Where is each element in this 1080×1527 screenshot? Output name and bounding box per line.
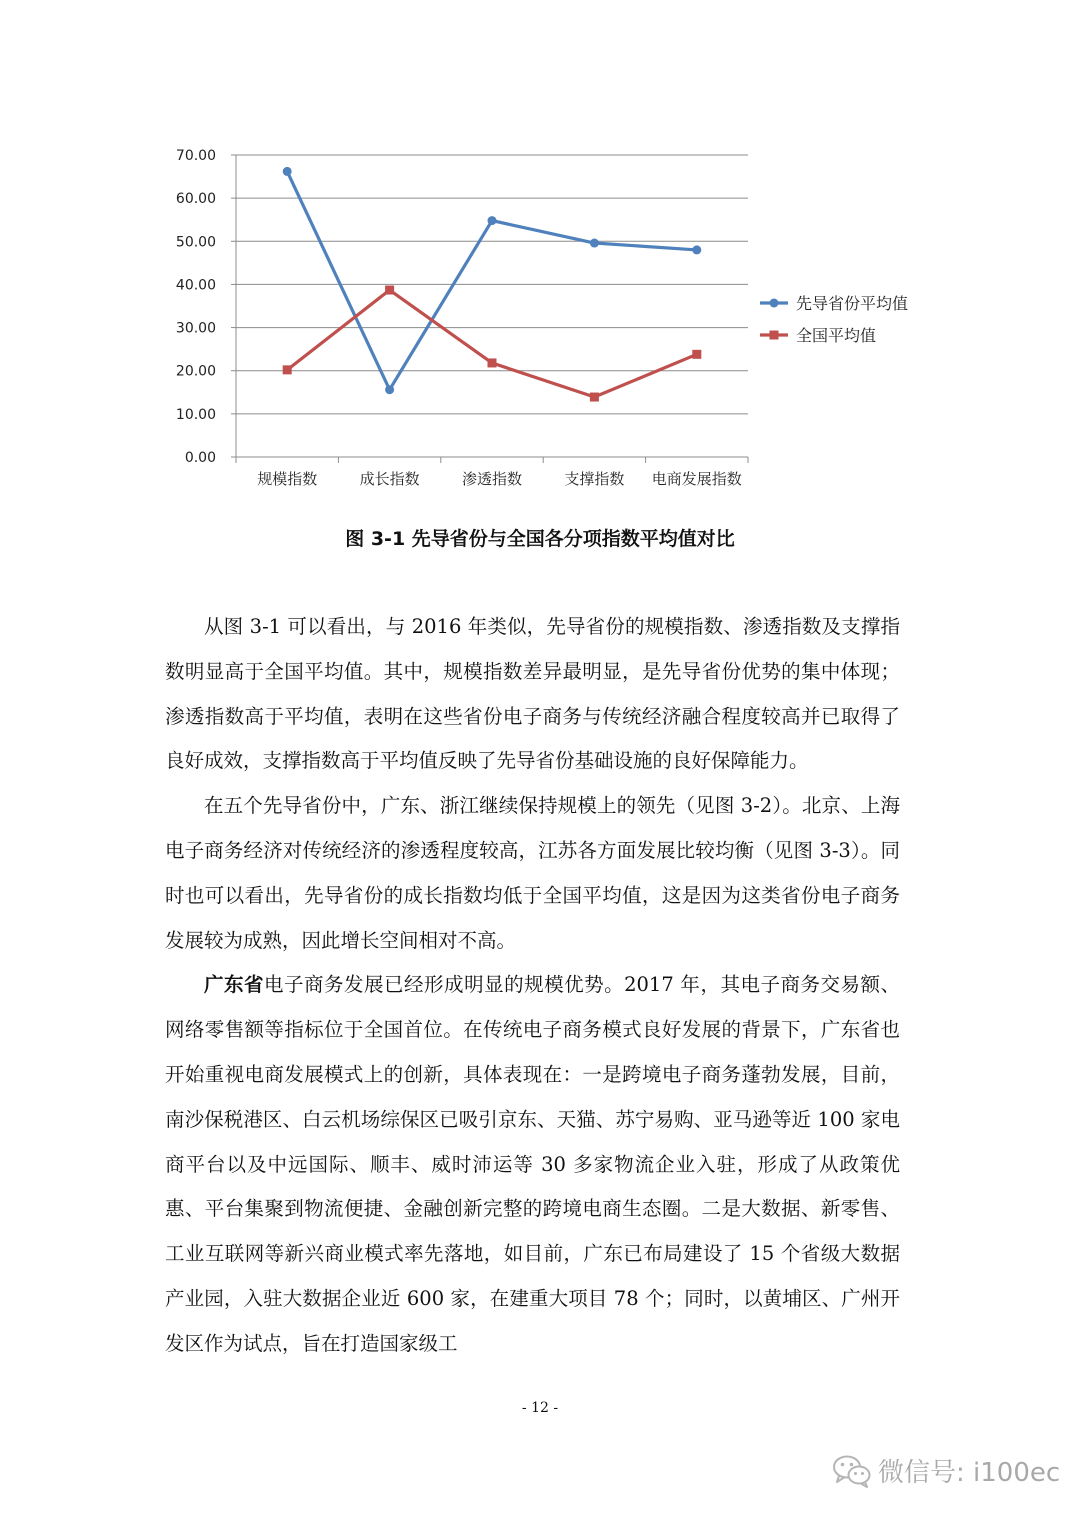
x-tick-label: 成长指数 (359, 470, 420, 488)
data-point (283, 167, 292, 176)
data-point (590, 393, 599, 402)
data-point (692, 245, 701, 254)
legend-label: 先导省份平均值 (796, 294, 909, 313)
watermark-text: 微信号: i100ec (878, 1458, 1061, 1488)
paragraph-3-text: 电子商务发展已经形成明显的规模优势。2017 年，其电子商务交易额、网络零售额等指标位于全国首位。在传统电子商务模式良好发展的背景下，广东省也开始重视电商发展模式上的创新，具体表现在：一是跨境电子商务蓬勃发展，目前，南沙保税港区、白云机场综保区已吸引京东、天猫、苏宁易购、亚马逊等近 100 家电商平台以及中远国际、顺丰、威时沛运等 30 多家物流企业入驻，形成了从政策优惠、平台集聚到物流便捷、金融创新完整的跨境电商生态圈。二是大数据、新零售、工业互联网等新兴商业模式率先落地，如目前，广东已布局建设了 15 个省级大数据产业园，入驻大数据企业近 600 家，在建重大项目 78 个；同时，以黄埔区、广州开发区作为试点，旨在打造国家级工 (165, 973, 900, 1355)
x-tick-label: 规模指数 (257, 470, 318, 488)
y-tick-label: 30.00 (175, 320, 216, 337)
paragraph-3 (165, 963, 900, 1366)
paragraph-2: 在五个先导省份中，广东、浙江继续保持规模上的领先（见图 3-2）。北京、上海电子商务经济对传统经济的渗透程度较高，江苏各方面发展比较均衡（见图 3-3）。同时也可以看出，先导省份的成长指数均低于全国平均值，这是因为这类省份电子商务发展较为成熟，因此增长空间相对不高。 (165, 794, 900, 952)
legend-label: 全国平均值 (796, 326, 877, 345)
wechat-icon (832, 1454, 872, 1488)
x-tick-label: 渗透指数 (461, 470, 523, 488)
y-tick-label: 20.00 (175, 363, 216, 380)
watermark (832, 1452, 1060, 1489)
data-point (590, 239, 599, 248)
y-tick-label: 60.00 (175, 191, 216, 208)
data-point (385, 385, 394, 394)
page-number: - 12 - (521, 1400, 559, 1416)
data-point (488, 216, 497, 225)
x-tick-label: 电商发展指数 (651, 470, 742, 488)
data-point (283, 365, 292, 374)
y-tick-label: 70.00 (175, 148, 216, 164)
figure-caption: 图 3-1 先导省份与全国各分项指数平均值对比 (345, 528, 735, 550)
paragraph-3-lead: 广东省 (204, 973, 265, 997)
legend-marker (770, 331, 779, 340)
paragraph-1: 从图 3-1 可以看出，与 2016 年类似，先导省份的规模指数、渗透指数及支撑指数明显高于全国平均值。其中，规模指数差异最明显，是先导省份优势的集中体现；渗透指数高于平均值，表明在这些省份电子商务与传统经济融合程度较高并已取得了良好成效，支撑指数高于平均值反映了先导省份基础设施的良好保障能力。 (165, 615, 900, 773)
y-tick-label: 50.00 (175, 234, 216, 251)
y-tick-label: 0.00 (184, 450, 216, 466)
line-chart (0, 0, 1080, 510)
y-tick-label: 10.00 (175, 406, 216, 423)
series-line-1 (287, 171, 697, 389)
legend-marker (770, 299, 779, 308)
y-tick-label: 40.00 (175, 277, 216, 294)
body-text (165, 605, 900, 1367)
data-point (385, 286, 394, 295)
x-tick-label: 支撑指数 (564, 470, 625, 488)
data-point (488, 358, 497, 367)
data-point (692, 350, 701, 359)
